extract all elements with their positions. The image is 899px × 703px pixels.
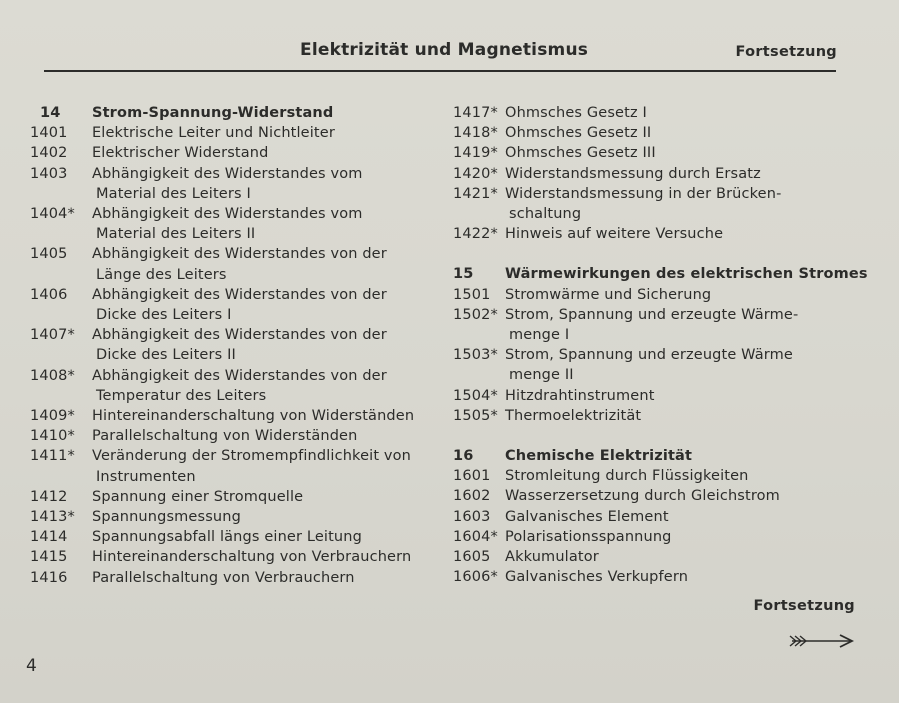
experiment-title: Strom, Spannung und erzeugte Wärme	[505, 347, 793, 364]
experiment-entry	[24, 507, 444, 527]
experiment-title: Veränderung der Stromempfindlichkeit von	[92, 448, 412, 465]
experiment-entry	[24, 487, 444, 507]
experiment-number: 1410*	[30, 428, 75, 445]
experiment-number: 1409*	[30, 408, 75, 425]
experiment-entry	[24, 244, 444, 264]
experiment-number: 1504*	[453, 387, 498, 404]
experiment-number: 1406	[30, 286, 68, 303]
experiment-number: 1606*	[453, 569, 498, 586]
experiment-number: 1415	[30, 549, 68, 566]
experiment-title: Widerstandsmessung in der Brücken-	[505, 185, 782, 202]
experiment-entry	[24, 426, 444, 446]
experiment-number: 1405	[30, 246, 68, 263]
experiment-number: 1602	[453, 488, 491, 505]
experiment-title: Wasserzersetzung durch Gleichstrom	[505, 488, 780, 505]
experiment-title-continuation: Material des Leiters II	[96, 226, 256, 243]
experiment-number: 1404*	[30, 206, 75, 223]
experiment-entry	[24, 164, 444, 184]
experiment-title: Spannung einer Stromquelle	[92, 488, 304, 505]
experiment-number: 1412	[30, 488, 68, 505]
experiment-entry	[24, 547, 444, 567]
experiment-number: 1505*	[453, 407, 498, 424]
experiment-number: 1402	[30, 145, 68, 162]
right-column	[447, 103, 868, 587]
experiment-entry	[24, 568, 444, 588]
section-heading	[24, 103, 444, 123]
experiment-number: 1601	[453, 468, 491, 485]
experiment-title: Abhängigkeit des Widerstandes vom	[92, 206, 363, 223]
experiment-entry	[447, 507, 857, 527]
experiment-entry	[447, 386, 857, 406]
experiment-number: 1503*	[453, 347, 498, 364]
experiment-number: 1604*	[453, 528, 498, 545]
experiment-number: 1414	[30, 529, 68, 546]
experiment-title: Akkumulator	[505, 549, 599, 566]
experiment-entry	[24, 325, 444, 345]
experiment-entry	[447, 547, 857, 567]
experiment-title: Ohmsches Gesetz III	[505, 145, 656, 162]
experiment-number: 1407*	[30, 327, 75, 344]
experiment-title: Abhängigkeit des Widerstandes von der	[92, 286, 387, 303]
experiment-title: Stromwärme und Sicherung	[505, 286, 712, 303]
experiment-entry	[24, 204, 444, 224]
section-number: 14	[40, 105, 61, 121]
section-heading	[447, 264, 868, 284]
experiment-title-continuation: Material des Leiters I	[96, 185, 251, 202]
experiment-title: Ohmsches Gesetz II	[505, 125, 652, 142]
experiment-entry	[24, 143, 444, 163]
section-title: Strom-Spannung-Widerstand	[92, 105, 334, 121]
experiment-title: Spannungsabfall längs einer Leitung	[92, 529, 362, 546]
experiment-title-continuation: Instrumenten	[96, 468, 196, 485]
experiment-title: Stromleitung durch Flüssigkeiten	[505, 468, 749, 485]
experiment-entry	[447, 143, 857, 163]
experiment-number: 1501	[453, 286, 491, 303]
experiment-entry	[447, 486, 857, 506]
experiment-entry	[24, 123, 444, 143]
experiment-entry	[24, 366, 444, 386]
experiment-entry	[24, 527, 444, 547]
experiment-entry	[447, 527, 857, 547]
experiment-entry	[447, 164, 857, 184]
section-heading	[447, 446, 857, 466]
experiment-number: 1419*	[453, 145, 498, 162]
experiment-number: 1422*	[453, 226, 498, 243]
experiment-number: 1408*	[30, 367, 75, 384]
experiment-title: Thermoelektrizität	[505, 407, 642, 424]
experiment-title-continuation: Länge des Leiters	[96, 266, 227, 283]
footer-continuation-label: Fortsetzung	[753, 598, 855, 614]
experiment-title: Abhängigkeit des Widerstandes vom	[92, 165, 363, 182]
experiment-entry	[24, 446, 444, 466]
experiment-title: Abhängigkeit des Widerstandes von der	[92, 327, 387, 344]
experiment-number: 1416	[30, 569, 68, 586]
experiment-title: Elektrischer Widerstand	[92, 145, 269, 162]
header-divider	[44, 70, 836, 72]
experiment-title: Hintereinanderschaltung von Verbrauchern	[92, 549, 412, 566]
experiment-number: 1603	[453, 508, 491, 525]
experiment-title: Parallelschaltung von Verbrauchern	[92, 569, 355, 586]
experiment-title-continuation: Dicke des Leiters I	[96, 307, 232, 324]
experiment-number: 1421*	[453, 185, 498, 202]
experiment-title: Abhängigkeit des Widerstandes von der	[92, 246, 387, 263]
left-column	[24, 103, 444, 588]
page-title: Elektrizität und Magnetismus	[300, 40, 589, 60]
experiment-number: 1401	[30, 125, 68, 142]
experiment-entry	[447, 466, 857, 486]
experiment-entry	[447, 567, 857, 587]
experiment-number: 1418*	[453, 125, 498, 142]
section-spacer	[447, 244, 857, 264]
section-title: Chemische Elektrizität	[505, 448, 693, 465]
experiment-title: Parallelschaltung von Widerständen	[92, 428, 358, 445]
experiment-title-continuation: Temperatur des Leiters	[96, 387, 267, 404]
section-number: 16	[453, 448, 474, 465]
experiment-number: 1403	[30, 165, 68, 182]
experiment-number: 1502*	[453, 306, 498, 323]
experiment-entry	[24, 285, 444, 305]
experiment-title: Galvanisches Element	[505, 508, 669, 525]
experiment-entry	[447, 184, 857, 204]
experiment-entry	[447, 285, 857, 305]
experiment-number: 1411*	[30, 448, 75, 465]
experiment-entry	[24, 406, 444, 426]
experiment-title: Polarisationsspannung	[505, 528, 672, 545]
experiment-title: Hinweis auf weitere Versuche	[505, 226, 724, 243]
experiment-number: 1417*	[453, 105, 498, 121]
experiment-entry	[447, 406, 857, 426]
experiment-title: Widerstandsmessung durch Ersatz	[505, 165, 761, 182]
experiment-title: Ohmsches Gesetz I	[505, 105, 647, 121]
experiment-title: Hitzdrahtinstrument	[505, 387, 655, 404]
experiment-title: Elektrische Leiter und Nichtleiter	[92, 125, 335, 142]
experiment-title: Spannungsmessung	[92, 509, 241, 526]
experiment-entry	[447, 345, 857, 365]
experiment-title-continuation: menge I	[509, 327, 570, 344]
page-number: 4	[26, 656, 37, 676]
arrow-right-icon	[788, 632, 856, 650]
experiment-title-continuation: menge II	[509, 367, 574, 384]
experiment-title-continuation: schaltung	[509, 206, 582, 223]
experiment-entry	[447, 103, 857, 123]
header-continuation-label: Fortsetzung	[735, 44, 837, 60]
section-spacer	[447, 426, 857, 446]
section-number: 15	[453, 266, 474, 283]
section-title: Wärmewirkungen des elektrischen Stromes	[505, 266, 868, 283]
experiment-title: Hintereinanderschaltung von Widerständen	[92, 408, 415, 425]
experiment-entry	[447, 123, 857, 143]
experiment-number: 1413*	[30, 509, 75, 526]
experiment-title: Strom, Spannung und erzeugte Wärme-	[505, 306, 799, 323]
experiment-title-continuation: Dicke des Leiters II	[96, 347, 236, 364]
experiment-number: 1420*	[453, 165, 498, 182]
experiment-entry	[447, 305, 857, 325]
experiment-entry	[447, 224, 857, 244]
experiment-number: 1605	[453, 549, 491, 566]
experiment-title: Abhängigkeit des Widerstandes von der	[92, 367, 387, 384]
experiment-title: Galvanisches Verkupfern	[505, 569, 689, 586]
